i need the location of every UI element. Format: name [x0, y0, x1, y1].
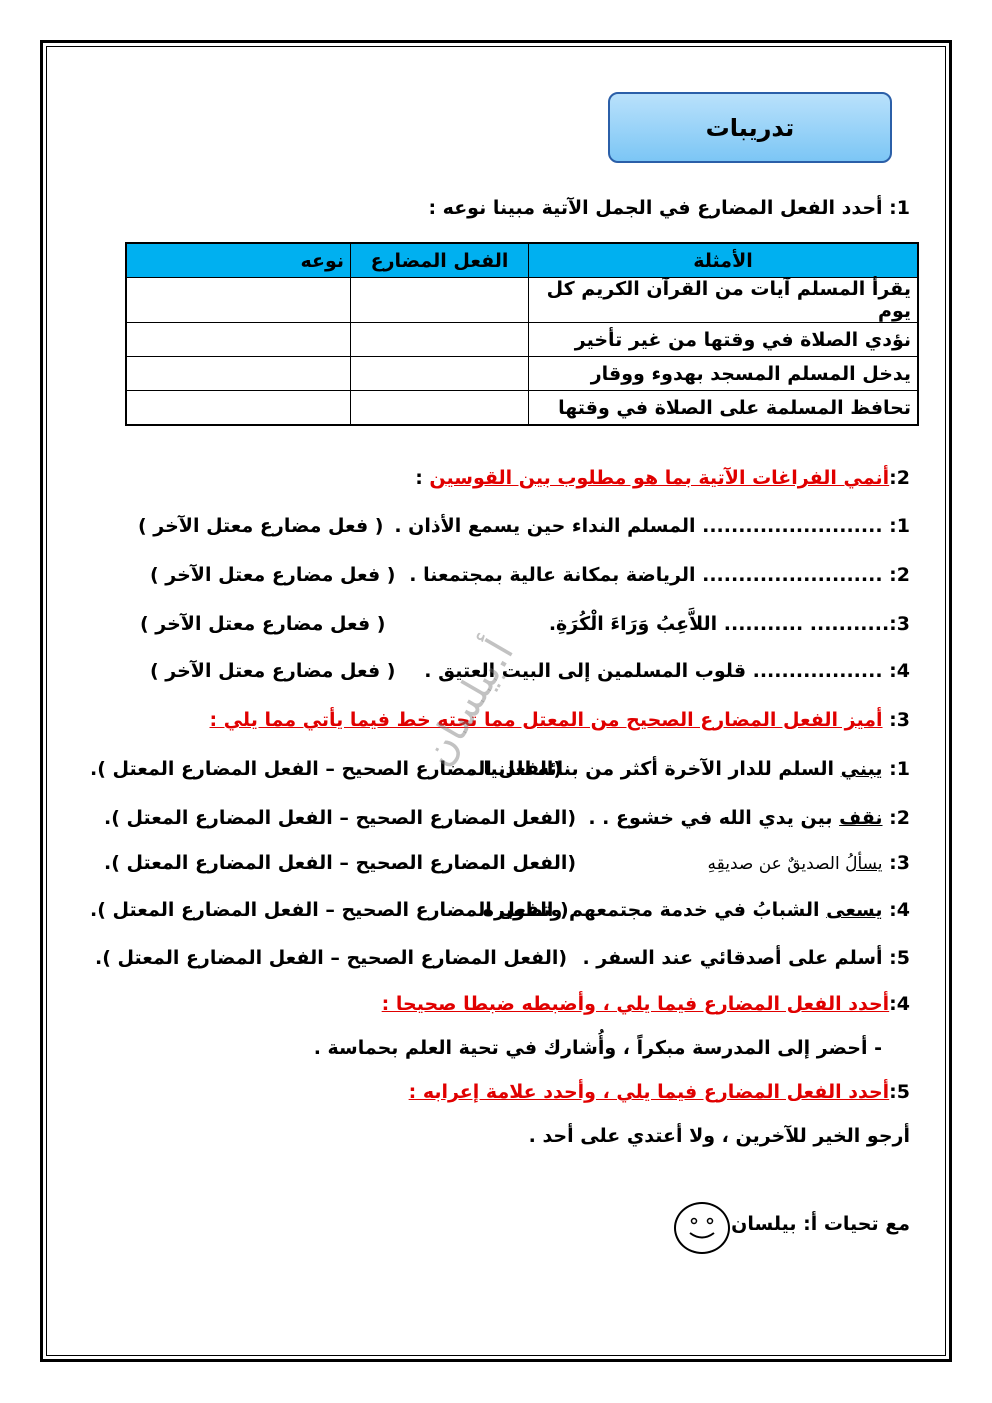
q3-item-3-choice[interactable]: (الفعل المضارع الصحيح – الفعل المضارع المعتل ). — [104, 852, 577, 874]
verb: أسلم — [834, 947, 883, 969]
q3-item-5-choice[interactable]: (الفعل المضارع الصحيح – الفعل المضارع المعتل ). — [95, 947, 568, 969]
q4-heading — [382, 993, 910, 1015]
underlined-verb: يسعى — [826, 899, 883, 921]
verb-cell[interactable] — [351, 357, 529, 391]
q2-instruction: أنمي الفراغات الآتية بما هو مطلوب بين القوسين — [429, 467, 890, 489]
type-cell[interactable] — [126, 391, 351, 426]
q2-item-3-hint: ( فعل مضارع معتل الآخر ) — [140, 613, 386, 635]
q3-item-5 — [582, 947, 910, 969]
q3-item-1-choice[interactable]: (الفعل المضارع الصحيح – الفعل المضارع المعتل ). — [90, 758, 563, 780]
underlined-verb: يسألُ — [845, 854, 883, 874]
sentence: الشبابُ في خدمة مجتمعهم وتطويره — [482, 899, 827, 921]
table-row — [126, 391, 918, 426]
item-number: 2: — [889, 807, 910, 829]
sentence: على أصدقائي عند السفر . — [582, 947, 835, 969]
q2-item-2-hint: ( فعل مضارع معتل الآخر ) — [150, 564, 396, 586]
underlined-verb: نقف — [839, 807, 883, 829]
table-row — [126, 357, 918, 391]
table-header — [126, 243, 918, 278]
q2-colon: : — [415, 467, 430, 489]
q3-item-2-choice[interactable]: (الفعل المضارع الصحيح – الفعل المضارع المعتل ). — [104, 807, 577, 829]
col-type: نوعه — [126, 243, 351, 278]
item-number: 5: — [889, 947, 910, 969]
signature: مع تحيات أ: بيلسان — [731, 1213, 910, 1235]
q4-instruction: أحدد الفعل المضارع فيما يلي ، وأضبطه ضبطا صحيحا : — [381, 993, 890, 1015]
watermark: أ.بيلسان — [414, 631, 524, 775]
example-cell: نؤدي الصلاة في وقتها من غير تأخير — [529, 323, 919, 357]
q3-heading — [210, 709, 911, 731]
q2-item-3-text: 3:........... ........... اللاَّعِبُ وَرَاءَ الْكُرَةِ. — [548, 613, 910, 635]
q2-item-4-text: 4: .................. قلوب المسلمين إلى البيت العتيق . — [424, 660, 910, 682]
sentence: السلم للدار الآخرة أكثر من بنائه للدنيا . — [469, 758, 841, 780]
underlined-verb: يبني — [840, 758, 883, 780]
q3-item-4-choice[interactable]: ( الفعل المضارع الصحيح – الفعل المضارع المعتل ). — [90, 899, 569, 921]
sentence: بين يدي الله في خشوع . . — [588, 807, 840, 829]
q2-item-1-text: 1: ......................... المسلم النداء حين يسمع الأذان . — [394, 515, 910, 537]
table-row — [126, 323, 918, 357]
example-cell: تحافظ المسلمة على الصلاة في وقتها — [529, 391, 919, 426]
example-cell: يدخل المسلم المسجد بهدوء ووقار — [529, 357, 919, 391]
item-number: 3: — [889, 852, 910, 874]
q5-instruction: أحدد الفعل المضارع فيما يلي ، وأحدد علامة إعرابه : — [408, 1081, 890, 1103]
col-examples: الأمثلة — [529, 243, 919, 278]
item-number: 4: — [889, 899, 910, 921]
q3-instruction: أميز الفعل المضارع الصحيح من المعتل مما تحته خط فيما يأتي مما يلي : — [209, 709, 883, 731]
title-box — [608, 92, 892, 163]
q1-table — [125, 242, 919, 426]
verb-cell[interactable] — [351, 323, 529, 357]
smiley-icon — [674, 1202, 730, 1254]
q4-number: 4: — [889, 993, 910, 1015]
col-verb: الفعل المضارع — [351, 243, 529, 278]
type-cell[interactable] — [126, 357, 351, 391]
q2-item-2-text: 2: ......................... الرياضة بمكانة عالية بمجتمعنا . — [409, 564, 910, 586]
sentence: الصديقٌ عن صديقِهِ — [707, 854, 846, 874]
example-cell: يقرأ المسلم آيات من القرآن الكريم كل يوم — [529, 278, 919, 323]
verb-cell[interactable] — [351, 278, 529, 323]
type-cell[interactable] — [126, 278, 351, 323]
q5-number: 5: — [889, 1081, 910, 1103]
q5-heading — [409, 1081, 910, 1103]
table-row — [126, 278, 918, 323]
q2-item-1-hint: ( فعل مضارع معتل الآخر ) — [138, 515, 384, 537]
q2-heading — [415, 467, 910, 489]
q4-item: - أحضر إلى المدرسة مبكراً ، وأُشارك في تحية العلم بحماسة . — [313, 1037, 882, 1059]
page-title: تدريبات — [705, 113, 795, 142]
type-cell[interactable] — [126, 323, 351, 357]
verb-cell[interactable] — [351, 391, 529, 426]
q3-item-2 — [588, 807, 910, 829]
q5-item: أرجو الخير للآخرين ، ولا أعتدي على أحد . — [528, 1125, 910, 1147]
q2-number: 2: — [889, 467, 910, 489]
q1-heading: 1: أحدد الفعل المضارع في الجمل الآتية مبينا نوعه : — [428, 197, 910, 219]
q3-item-3 — [708, 852, 910, 874]
q3-number: 3: — [889, 709, 910, 731]
q2-item-4-hint: ( فعل مضارع معتل الآخر ) — [150, 660, 396, 682]
item-number: 1: — [889, 758, 910, 780]
